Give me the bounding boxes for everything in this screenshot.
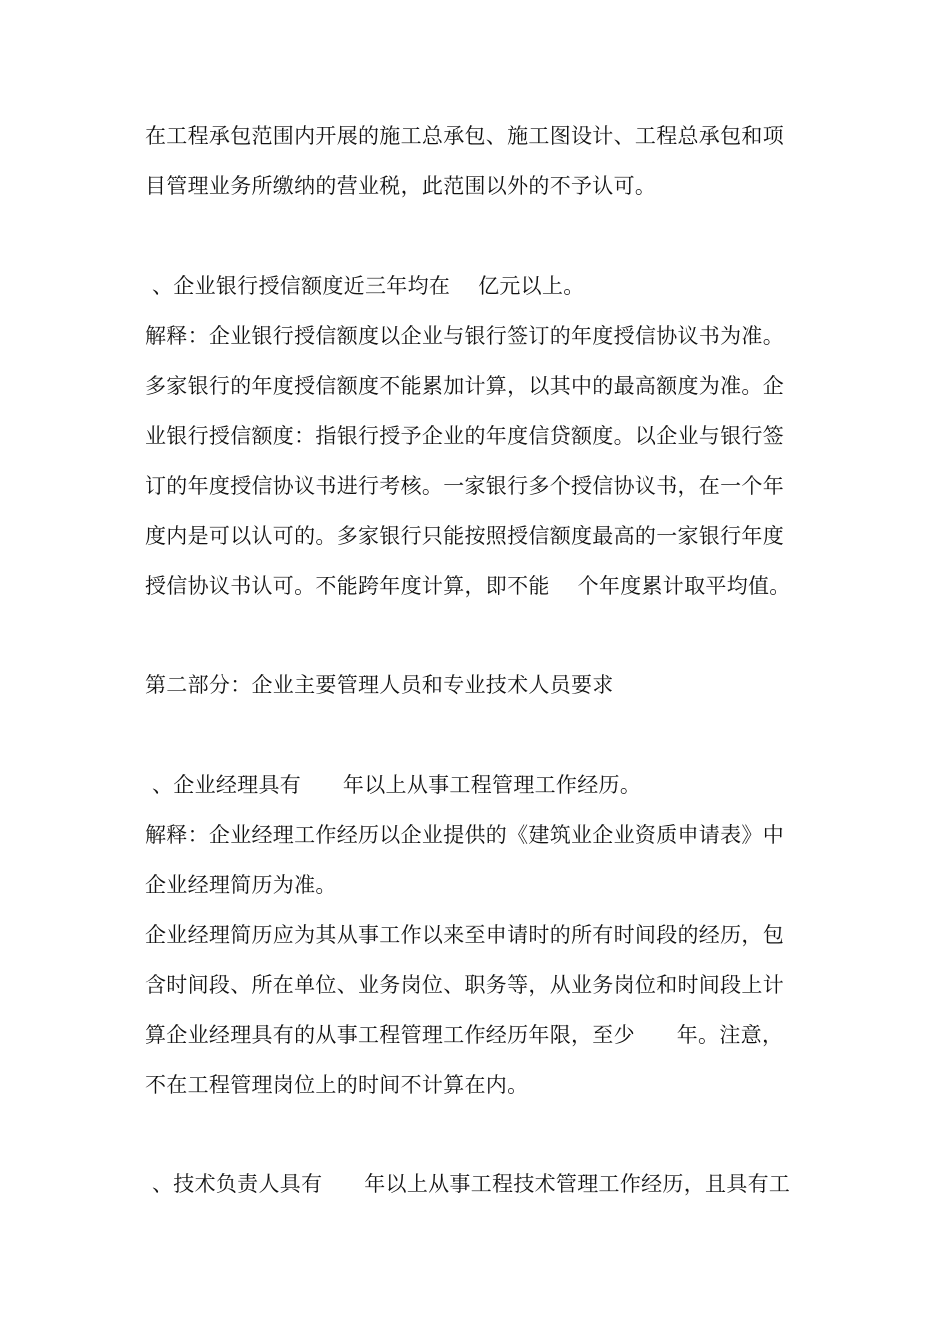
paragraph-line: 解释：企业经理工作经历以企业提供的《建筑业企业资质申请表》中 <box>145 823 784 847</box>
paragraph-line: 含时间段、所在单位、业务岗位、职务等，从业务岗位和时间段上计 <box>145 973 784 997</box>
paragraph-line: 解释：企业银行授信额度以企业与银行签订的年度授信协议书为准。 <box>145 324 784 348</box>
paragraph-line: 企业经理简历为准。 <box>145 873 337 897</box>
paragraph-line: 企业经理简历应为其从事工作以来至申请时的所有时间段的经历，包 <box>145 923 784 947</box>
section-item-heading: 、企业银行授信额度近三年均在 亿元以上。 <box>145 274 585 298</box>
paragraph-line: 不在工程管理岗位上的时间不计算在内。 <box>145 1073 529 1097</box>
part-heading: 第二部分：企业主要管理人员和专业技术人员要求 <box>145 673 614 697</box>
paragraph-line: 度内是可以认可的。多家银行只能按照授信额度最高的一家银行年度 <box>145 524 784 548</box>
paragraph-line: 业银行授信额度：指银行授予企业的年度信贷额度。以企业与银行签 <box>145 424 784 448</box>
paragraph-line: 多家银行的年度授信额度不能累加计算，以其中的最高额度为准。企 <box>145 374 784 398</box>
section-item-heading: 、技术负责人具有 年以上从事工程技术管理工作经历，且具有工 <box>145 1172 791 1196</box>
section-item-heading: 、企业经理具有 年以上从事工程管理工作经历。 <box>145 773 642 797</box>
paragraph-line: 目管理业务所缴纳的营业税，此范围以外的不予认可。 <box>145 174 657 198</box>
paragraph-line: 授信协议书认可。不能跨年度计算，即不能 个年度累计取平均值。 <box>145 574 791 598</box>
paragraph-line: 算企业经理具有的从事工程管理工作经历年限，至少 年。注意， <box>145 1023 784 1047</box>
paragraph-line: 在工程承包范围内开展的施工总承包、施工图设计、工程总承包和项 <box>145 124 784 148</box>
paragraph-line: 订的年度授信协议书进行考核。一家银行多个授信协议书，在一个年 <box>145 474 784 498</box>
